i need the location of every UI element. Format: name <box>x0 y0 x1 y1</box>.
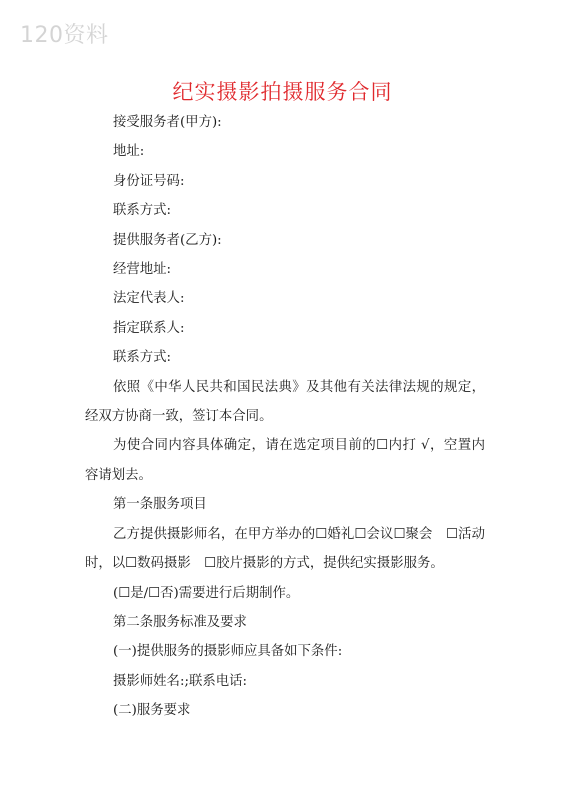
document-body <box>85 108 485 726</box>
paragraph-service-requirements: (二)服务要求 <box>113 703 191 719</box>
paragraph-id-number: 身份证号码: <box>113 173 185 189</box>
paragraph-legal-basis: 依照《中华人民共和国民法典》及其他有关法律法规的规定，经双方协商一致，签订本合同。 <box>85 379 485 425</box>
paragraph-party-a: 接受服务者(甲方): <box>113 115 222 130</box>
document-title: 纪实摄影拍摄服务合同 <box>172 80 393 104</box>
paragraph-contact-b: 联系方式: <box>113 350 172 366</box>
paragraph-post-production: (☐是/☐否)需要进行后期制作。 <box>113 585 300 601</box>
paragraph-service-items: 乙方提供摄影师名，在甲方举办的☐婚礼☐会议☐聚会 ☐活动时，以☐数码摄影 ☐胶片摄影的方式，提供纪实摄影服务。 <box>85 526 485 572</box>
paragraph-business-address: 经营地址: <box>113 262 172 278</box>
paragraph-photographer-name: 摄影师姓名:;联系电话: <box>113 673 248 689</box>
paragraph-contact-person: 指定联系人: <box>113 320 185 336</box>
heading-article-1: 第一条服务项目 <box>113 497 207 513</box>
heading-article-2: 第二条服务标准及要求 <box>113 614 247 630</box>
paragraph-instructions: 为使合同内容具体确定，请在选定项目前的☐内打 √，空置内容请划去。 <box>85 438 485 483</box>
paragraph-contact-a: 联系方式: <box>113 203 172 219</box>
paragraph-address: 地址: <box>113 144 145 160</box>
paragraph-photographer-conditions: (一)提供服务的摄影师应具备如下条件: <box>113 644 343 660</box>
paragraph-legal-rep: 法定代表人: <box>113 291 185 307</box>
watermark-logo: 120资料 <box>20 23 109 48</box>
paragraph-party-b: 提供服务者(乙方): <box>113 232 222 248</box>
